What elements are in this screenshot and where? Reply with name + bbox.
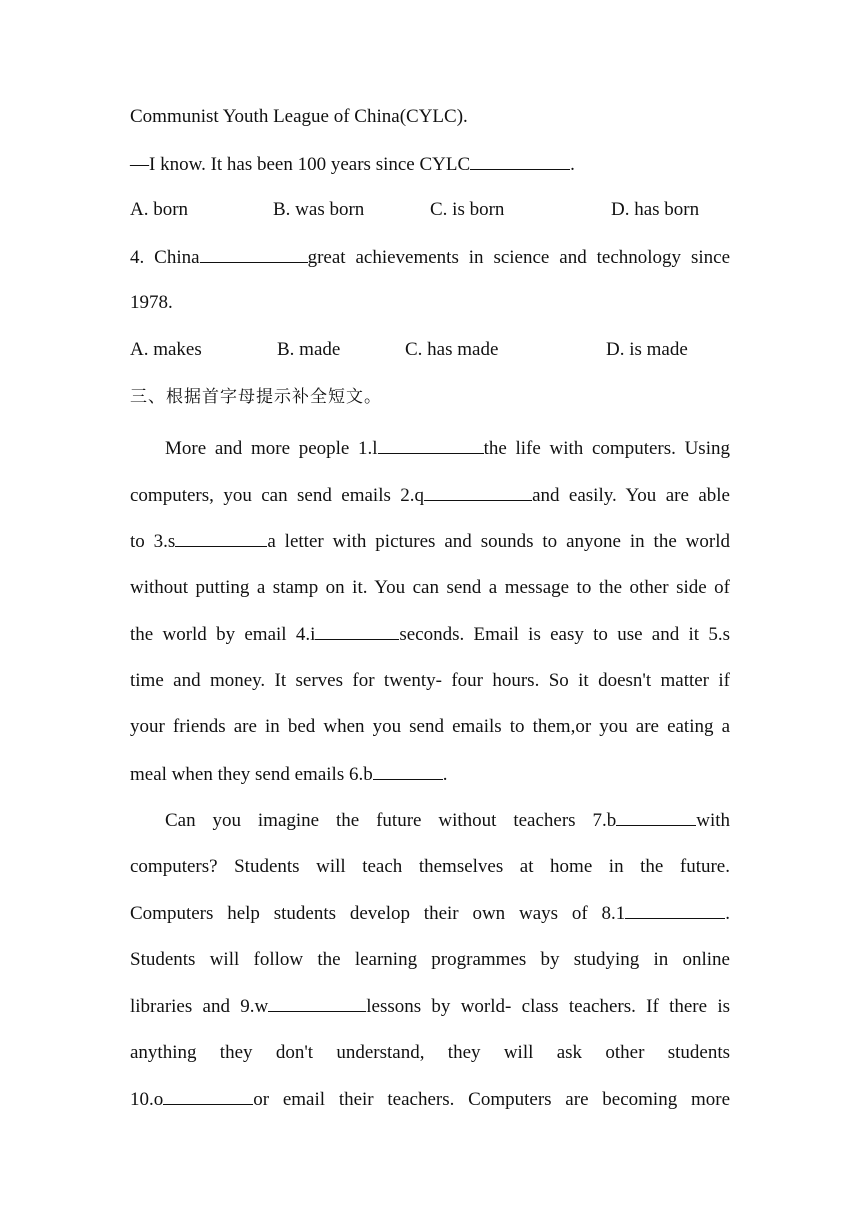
passage-p2-line-3: Computers help students develop their own ways of 8.1 . xyxy=(130,903,730,924)
answer-blank-2 xyxy=(424,483,532,501)
q3-option-a: A. born xyxy=(130,199,189,220)
passage-p1-line-4: without putting a stamp on it. You can send a message to the other side of xyxy=(130,577,730,598)
q4-options xyxy=(130,338,730,362)
answer-blank-3 xyxy=(175,529,267,547)
passage-p2-line-2: computers? Students will teach themselves at home in the future. xyxy=(130,856,730,877)
answer-blank-10 xyxy=(163,1087,253,1105)
answer-blank-8 xyxy=(625,901,725,919)
q4-option-a: A. makes xyxy=(130,339,202,360)
q4-option-c: C. has made xyxy=(405,339,499,360)
passage-p2-line-5: libraries and 9.w lessons by world- class teachers. If there is xyxy=(130,996,731,1017)
answer-blank xyxy=(470,152,570,170)
q3-option-c: C. is born xyxy=(430,199,505,220)
answer-blank xyxy=(200,245,308,263)
passage-p1-line-5: the world by email 4.i seconds. Email is easy to use and it 5.s xyxy=(130,624,730,645)
passage-p2-line-1: Can you imagine the future without teachers 7.b with xyxy=(165,810,730,831)
q3-line-1 xyxy=(130,105,730,129)
q3-option-d: D. has born xyxy=(611,199,700,220)
passage-p1-line-3: to 3.s a letter with pictures and sounds to anyone in the world xyxy=(130,531,730,552)
q3-options xyxy=(130,198,730,222)
passage-p2-line-6: anything they don't understand, they will ask other students xyxy=(130,1042,730,1063)
passage-p1-line-6: time and money. It serves for twenty- four hours. So it doesn't matter if xyxy=(130,670,730,691)
q3-line-2: —I know. It has been 100 years since CYLC . xyxy=(130,154,575,175)
passage-p1-line-7: your friends are in bed when you send emails to them,or you are eating a xyxy=(130,716,730,737)
answer-blank-7 xyxy=(616,808,696,826)
answer-blank-4 xyxy=(315,622,399,640)
passage-p2-line-7: 10.o or email their teachers. Computers are becoming more xyxy=(130,1089,730,1110)
q4-line-2: 1978. xyxy=(130,292,173,313)
q4-option-b: B. made xyxy=(277,339,341,360)
passage-p1-line-8: meal when they send emails 6.b . xyxy=(130,764,448,785)
q4-option-d: D. is made xyxy=(606,339,688,360)
section-3-heading: 三、根据首字母提示补全短文。 xyxy=(130,387,382,407)
answer-blank-9 xyxy=(268,994,366,1012)
q3-text: Communist Youth League of China(CYLC). xyxy=(130,106,468,127)
answer-blank-6 xyxy=(373,762,443,780)
answer-blank-1 xyxy=(378,436,484,454)
passage-p1-line-1: More and more people 1.l the life with computers. Using xyxy=(165,438,730,459)
q3-option-b: B. was born xyxy=(273,199,365,220)
passage-p2-line-4: Students will follow the learning programmes by studying in online xyxy=(130,949,730,970)
passage-p1-line-2: computers, you can send emails 2.q and easily. You are able xyxy=(130,485,730,506)
q4-line-1: 4. China great achievements in science and technology since xyxy=(130,247,731,268)
